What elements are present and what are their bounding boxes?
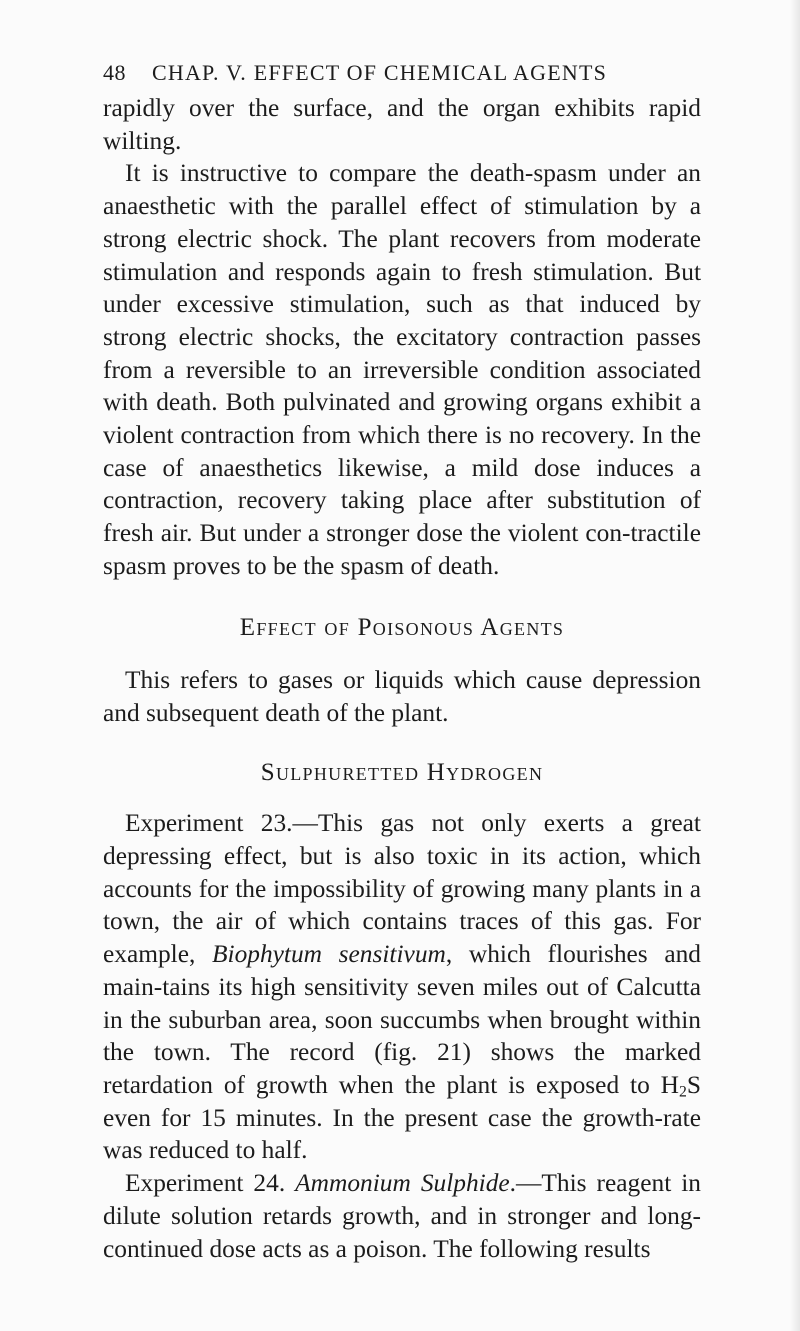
reagent-name: Ammonium Sulphide (295, 1169, 510, 1198)
paragraph-experiment-24 (103, 1167, 701, 1265)
paragraph-continuation: rapidly over the surface, and the organ exhibits rapid wilting. (103, 94, 701, 155)
section-heading-sulphuretted-hydrogen: Sulphuretted Hydrogen (260, 758, 544, 786)
experiment-24-text-a: Experiment 24. (125, 1169, 296, 1198)
running-header (103, 60, 703, 86)
paragraph-death-spasm: It is instructive to compare the death-spasm under an anaesthetic with the parallel effect of stimulation by a strong electric shock. The plant recovers from moderate stimulation and responds again to fresh stimulation. But under excessive stimulation, such as that induced by strong electric shocks, the excitatory contraction passes from a reversible to an irreversible condition associated with death. Both pulvinated and growing organs exhibit a violent contraction from which there is no recovery. In the case of anaesthetics likewise, a mild dose induces a contraction, recovery taking place after substitution of fresh air. But under a stronger dose the violent con-tractile spasm proves to be the spasm of death. (103, 159, 701, 580)
page-number: 48 (103, 60, 126, 85)
experiment-23-text-a: Experiment 23.—This gas not only exerts a great depressing effect, but is also toxic in its action, which accounts for the impossibility of growing many plants in a town, the air of which contains traces of this gas. For example, (103, 809, 701, 969)
section-heading-poisonous-agents: Effect of Poisonous Agents (239, 613, 565, 641)
running-title: CHAP. V. EFFECT OF CHEMICAL AGENTS (152, 60, 608, 85)
paragraph-poisonous-definition: This refers to gases or liquids which cause depression and subsequent death of the plant. (103, 666, 701, 727)
paragraph-experiment-23 (103, 807, 701, 1167)
species-name: Biophytum sensitivum (212, 940, 446, 969)
experiment-23-text-c: S even for 15 minutes. In the present case the growth-rate was reduced to half. (103, 1070, 701, 1165)
page-edge-shadow (790, 0, 800, 1331)
page-body (103, 92, 701, 1265)
experiment-23-text-b: , which flourishes and main-tains its high sensitivity seven miles out of Calcutta in the suburban area, soon succumbs when brought within the town. The record (fig. 21) shows the marked retardation of growth when the plant is exposed to H (103, 940, 701, 1099)
formula-subscript: 2 (679, 1083, 687, 1101)
experiment-24-text-b: .—This reagent in dilute solution retards growth, and in stronger and long-continued dose acts as a poison. The following results (103, 1169, 701, 1263)
